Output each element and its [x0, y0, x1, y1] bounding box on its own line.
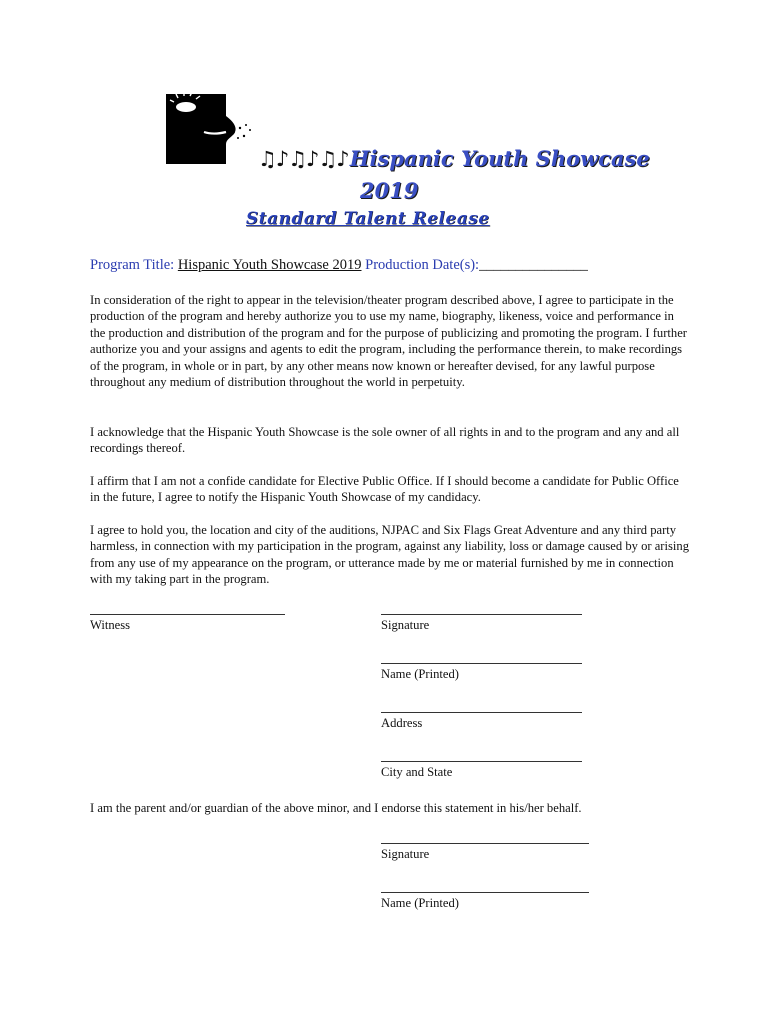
title-year: 2019: [360, 178, 419, 203]
signature-line: [381, 843, 589, 844]
witness-label: Witness: [90, 618, 131, 632]
program-line: [90, 257, 730, 274]
signature-line: [381, 614, 582, 615]
signature-line: [381, 663, 582, 664]
signature-line: [90, 614, 285, 615]
hold-harmless-paragraph: I agree to hold you, the location and city of the auditions, NJPAC and Six Flags Great Adventure and any third party harmless, in connection with my participation in the program, against any liability, loss or damage caused by or arising from any use of my appearance on the program, or utterance made by me or material furnished by me in connection with my taking part in the program.: [90, 523, 689, 587]
signature-line: [381, 712, 582, 713]
name-printed-field[interactable]: [381, 663, 582, 682]
witness-field[interactable]: [90, 614, 285, 633]
showcase-logo: [164, 92, 254, 166]
affirm-paragraph: I affirm that I am not a confide candidate for Elective Public Office. If I should become a candidate for Public Office in the future, I agree to notify the Hispanic Youth Showcase of my candidacy.: [90, 474, 679, 505]
name-printed-label: Name (Printed): [381, 667, 459, 681]
guardian-signature-field[interactable]: [381, 843, 589, 862]
signature-label: Signature: [381, 618, 430, 632]
signature-line: [381, 892, 589, 893]
title-text: Hispanic Youth Showcase: [349, 146, 650, 171]
signature-field[interactable]: [381, 614, 582, 633]
city-state-label: City and State: [381, 765, 453, 779]
guardian-name-printed-field[interactable]: [381, 892, 589, 911]
guardian-paragraph: I am the parent and/or guardian of the above minor, and I endorse this statement in his/her behalf.: [90, 801, 582, 815]
signature-line: [381, 761, 582, 762]
production-dates-field[interactable]: _______________: [479, 257, 588, 273]
city-state-field[interactable]: [381, 761, 582, 780]
document-title: [258, 146, 718, 171]
address-label: Address: [381, 716, 423, 730]
guardian-name-printed-label: Name (Printed): [381, 896, 459, 910]
production-dates-label: Production Date(s):: [365, 257, 480, 273]
consideration-paragraph: In consideration of the right to appear in the television/theater program described above, I agree to participate in the production of the program and hereby authorize you to use my name, biography, likeness, voice and performance in the production and distribution of the program and for the purpose of publicizing and promoting the program. I further authorize you and your assigns and agents to edit the program, including the performance therein, to make recordings of the program, in whole or in part, by any other means now known or hereafter devised, for any lawful purpose throughout any medium of distribution throughout the world in perpetuity.: [90, 293, 688, 390]
document-subtitle: Standard Talent Release: [246, 209, 490, 229]
music-notes-icon: ♫♪♫♪♫♪: [258, 146, 349, 171]
acknowledge-paragraph: I acknowledge that the Hispanic Youth Showcase is the sole owner of all rights in and to the program and any and all recordings thereof.: [90, 425, 680, 456]
address-field[interactable]: [381, 712, 582, 731]
guardian-signature-label: Signature: [381, 847, 430, 861]
program-title-value: Hispanic Youth Showcase 2019: [177, 257, 362, 273]
program-title-label: Program Title:: [90, 257, 175, 273]
